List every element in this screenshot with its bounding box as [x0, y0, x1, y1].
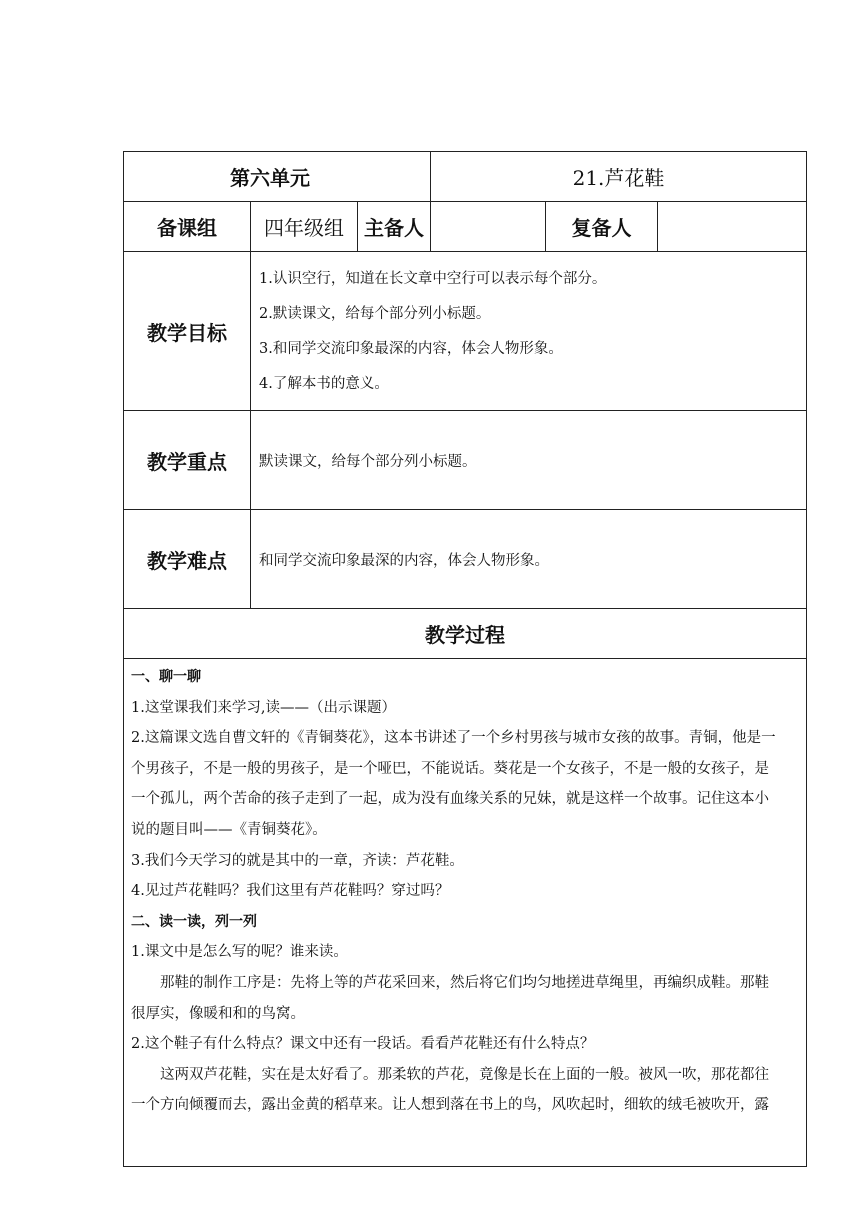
prep-group-label: 备课组 — [124, 202, 251, 252]
unit-title: 第六单元 — [124, 152, 431, 202]
lesson-title: 21.芦花鞋 — [431, 152, 807, 202]
process-line: 一个孤儿，两个苦命的孩子走到了一起，成为没有血缘关系的兄妹，就是这样一个故事。记住这本小 — [131, 791, 769, 808]
process-line: 2.这个鞋子有什么特点？课文中还有一段话。看看芦花鞋还有什么特点？ — [131, 1036, 595, 1053]
difficulties-text: 和同学交流印象最深的内容，体会人物形象。 — [251, 510, 807, 609]
quote-line: 这两双芦花鞋，实在是太好看了。那柔软的芦花，竟像是长在上面的一般。被风一吹，那花都往 — [160, 1066, 769, 1083]
process-line: 个男孩子，不是一般的男孩子，是一个哑巴，不能说话。葵花是一个女孩子，不是一般的女孩子，是 — [131, 760, 769, 777]
header-row — [124, 152, 807, 202]
difficulties-label: 教学难点 — [124, 510, 251, 609]
goals-label: 教学目标 — [124, 252, 251, 411]
goal-item: 4.了解本书的意义。 — [259, 376, 389, 392]
process-line: 2.这篇课文选自曹文轩的《青铜葵花》，这本书讲述了一个乡村男孩与城市女孩的故事。青铜，他是一 — [131, 730, 776, 747]
process-line: 说的题目叫——《青铜葵花》。 — [131, 821, 327, 838]
section-heading: 一、聊一聊 — [131, 669, 201, 685]
reviewer-value — [658, 202, 807, 252]
process-line: 1.课文中是怎么写的呢？谁来读。 — [131, 944, 348, 961]
process-line: 4.见过芦花鞋吗？我们这里有芦花鞋吗？穿过吗？ — [131, 883, 450, 900]
goals-row — [124, 252, 807, 411]
process-line: 一个方向倾覆而去，露出金黄的稻草来。让人想到落在书上的鸟，风吹起时，细软的绒毛被吹开，露 — [131, 1097, 769, 1114]
key-points-row — [124, 411, 807, 510]
goal-item: 3.和同学交流印象最深的内容，体会人物形象。 — [259, 341, 563, 357]
prep-row — [124, 202, 807, 252]
section-heading: 二、读一读，列一列 — [131, 913, 257, 930]
prep-group-value: 四年级组 — [251, 202, 358, 252]
process-title-row — [124, 609, 807, 659]
difficulties-row — [124, 510, 807, 609]
reviewer-label: 复备人 — [546, 202, 658, 252]
process-line: 3.我们今天学习的就是其中的一章，齐读：芦花鞋。 — [131, 852, 464, 869]
key-points-text: 默读课文，给每个部分列小标题。 — [251, 411, 807, 510]
goal-item: 1.认识空行，知道在长文章中空行可以表示每个部分。 — [259, 271, 607, 287]
process-body — [124, 659, 807, 1167]
lesson-plan-table — [123, 151, 807, 1167]
main-preparer-label: 主备人 — [358, 202, 431, 252]
quote-line: 那鞋的制作工序是：先将上等的芦花采回来，然后将它们均匀地搓进草绳里，再编织成鞋。那鞋 — [160, 974, 769, 991]
goal-item: 2.默读课文，给每个部分列小标题。 — [259, 306, 491, 322]
process-title: 教学过程 — [124, 609, 807, 659]
key-points-label: 教学重点 — [124, 411, 251, 510]
process-line: 1.这堂课我们来学习,读——（出示课题） — [131, 699, 396, 716]
goals-list — [251, 252, 807, 411]
main-preparer-value — [431, 202, 546, 252]
process-line: 很厚实，像暖和和的鸟窝。 — [131, 1005, 305, 1022]
process-body-row — [124, 659, 807, 1167]
